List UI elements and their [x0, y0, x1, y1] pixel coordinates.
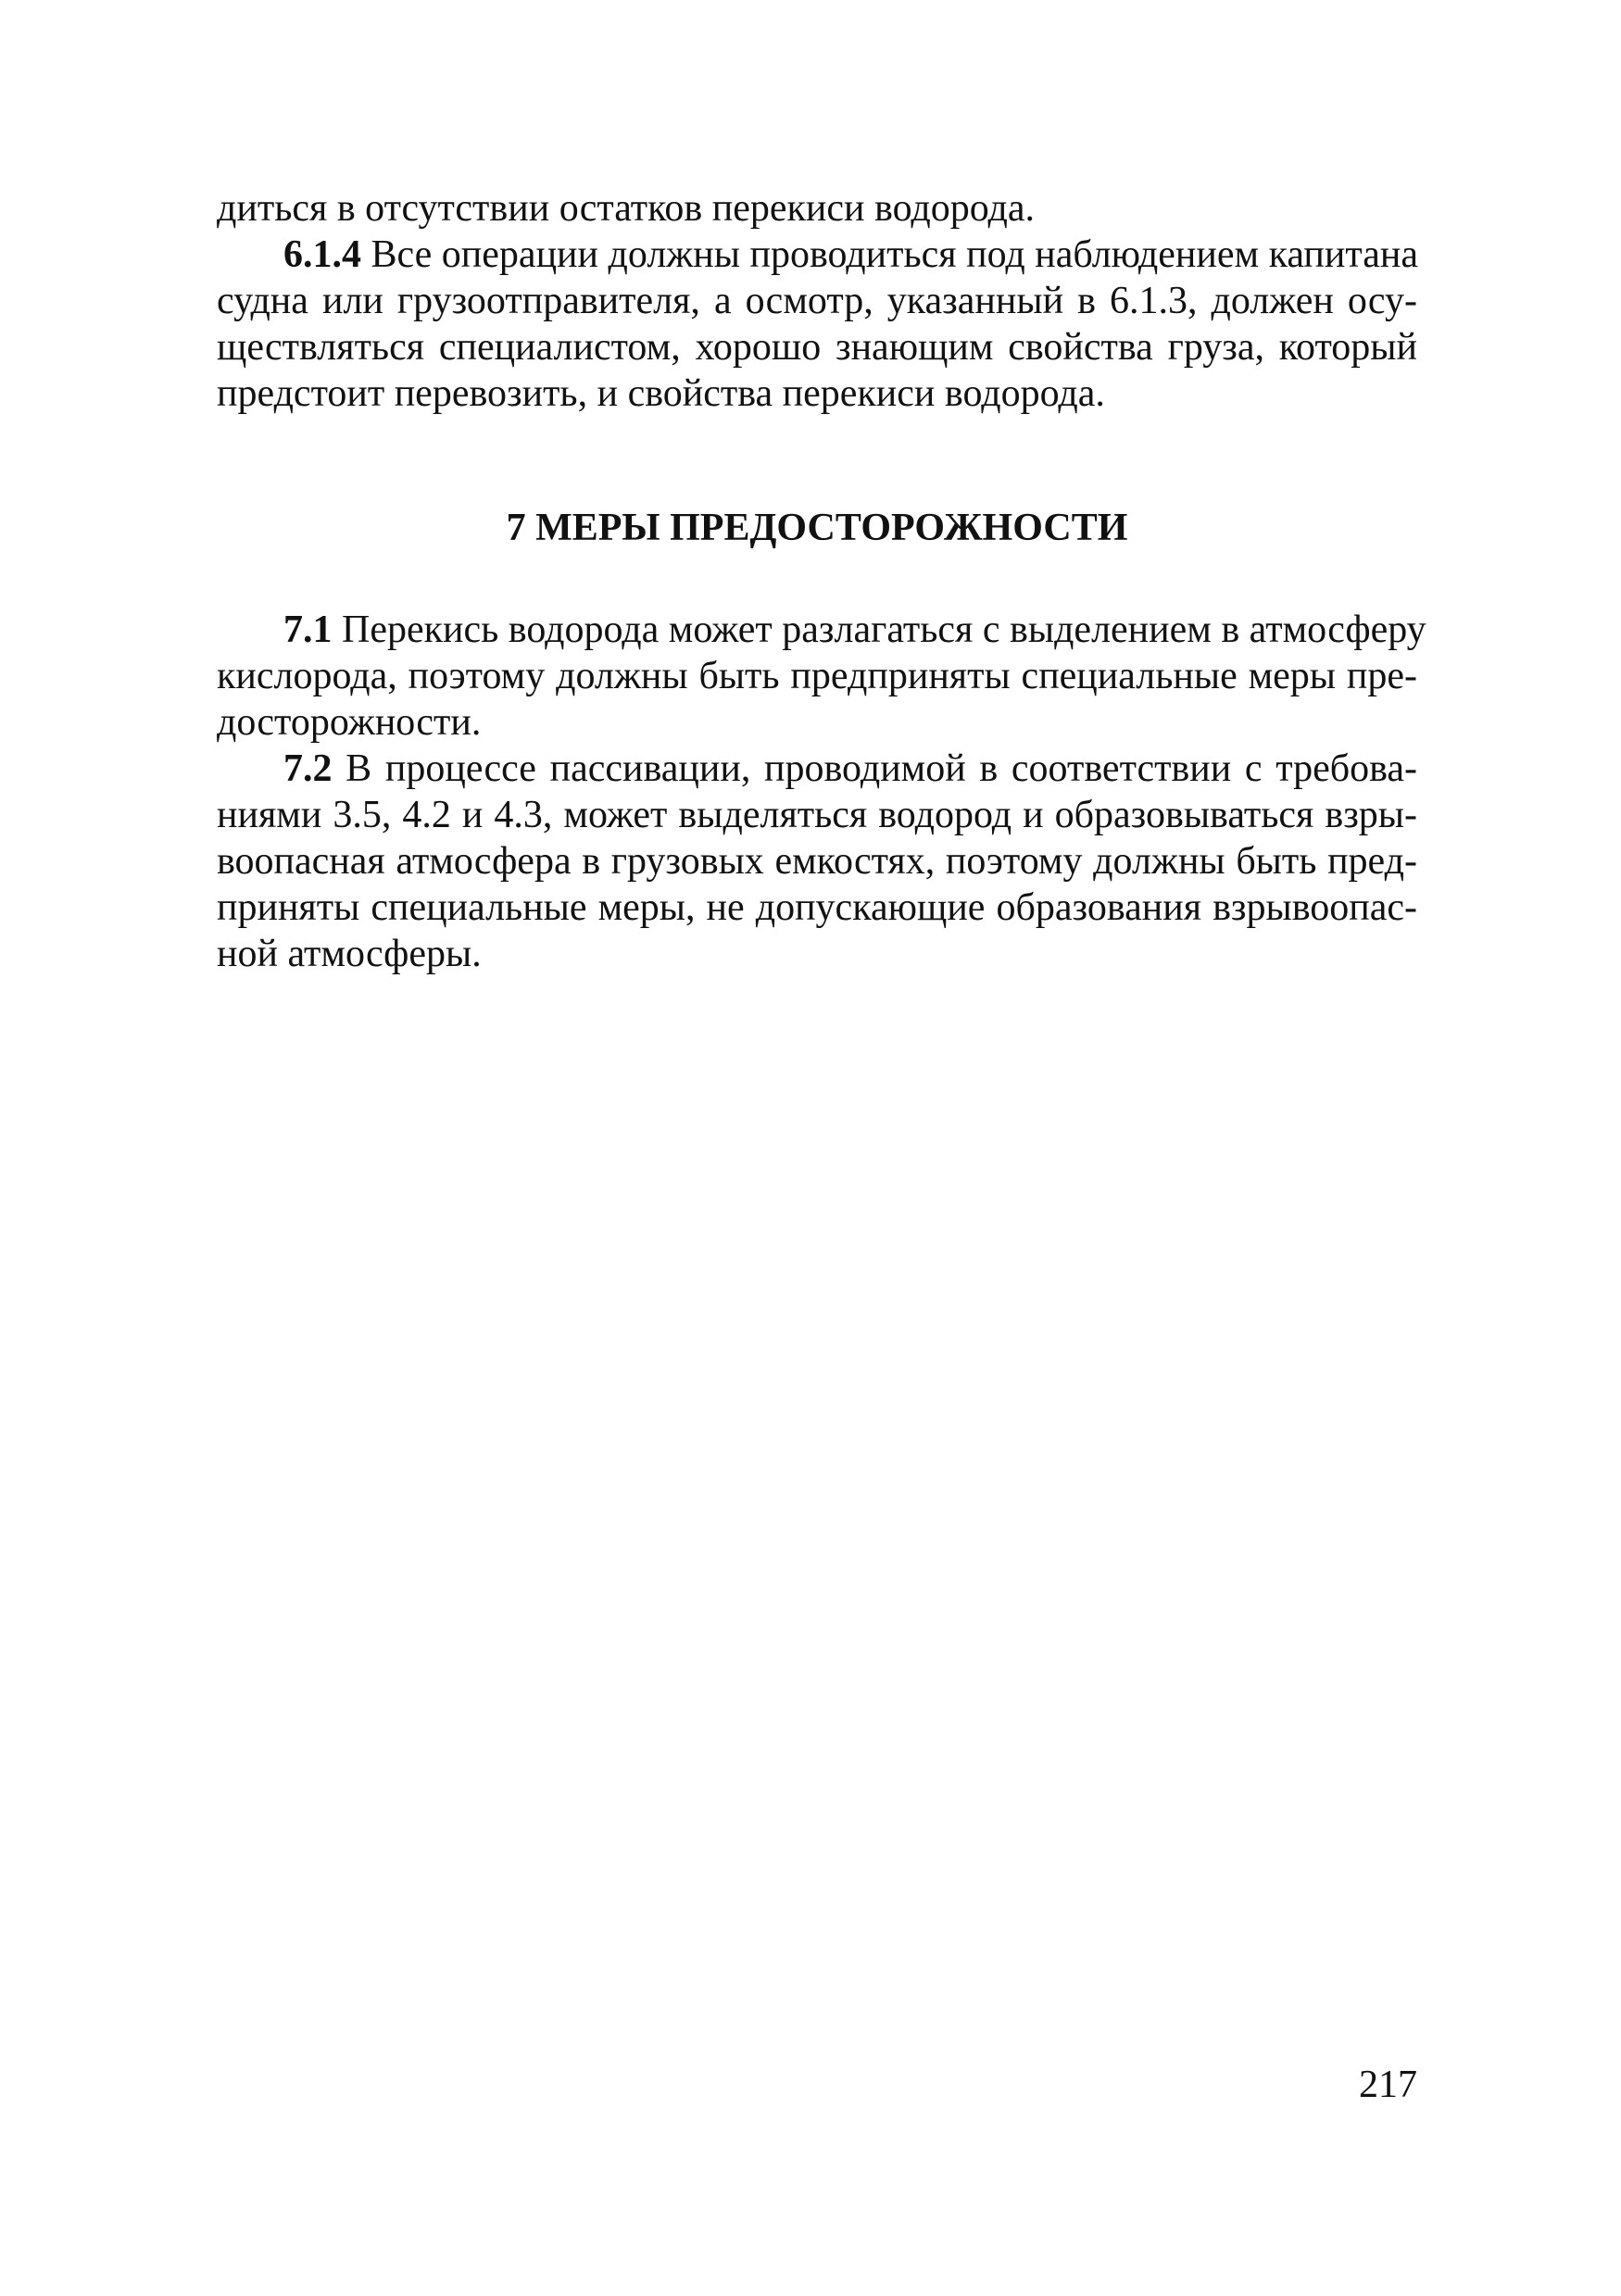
paragraph-6-1-4-line-4: предстоит перевозить, и свойства перекиси водорода.: [217, 372, 1105, 415]
paragraph-7-2-line-4: приняты специальные меры, не допускающие образования взрывоопас-: [217, 886, 1417, 929]
paragraph-number: 7.2: [283, 747, 333, 790]
paragraph-7-2-line-1: [217, 746, 1417, 792]
paragraph-6-1-4-line-2: судна или грузоотправителя, а осмотр, указанный в 6.1.3, должен осу-: [217, 280, 1417, 322]
paragraph-7-1-line-2: кислорода, поэтому должны быть предприняты специальные меры пре-: [217, 655, 1417, 697]
paragraph-7-1-line-3: досторожности.: [217, 701, 482, 744]
paragraph-7-2-line-5: ной атмосферы.: [217, 933, 482, 975]
page-number: 217: [1359, 2064, 1417, 2106]
paragraph-6-1-4-line-3: ществляться специалистом, хорошо знающим свойства груза, который: [217, 326, 1417, 369]
paragraph-text: В процессе пассивации, проводимой в соответствии с требова-: [332, 747, 1417, 790]
paragraph-text: Все операции должны проводиться под наблюдением капитана: [361, 233, 1419, 276]
section-7-heading: 7 МЕРЫ ПРЕДОСТОРОЖНОСТИ: [506, 507, 1128, 549]
paragraph-7-1-line-1: [217, 607, 1426, 653]
paragraph-number: 7.1: [283, 609, 333, 651]
section-6-continuation: [217, 185, 1417, 417]
paragraph-number: 6.1.4: [283, 233, 361, 276]
paragraph-text: Перекись водорода может разлагаться с выделением в атмосферу: [332, 609, 1426, 651]
paragraph-6-1-4-line-1: [217, 232, 1417, 278]
paragraph-7-2-line-3: воопасная атмосфера в грузовых емкостях, поэтому должны быть пред-: [217, 840, 1417, 883]
paragraph-6-1-3-tail: диться в отсутствии остатков перекиси водорода.: [217, 187, 1036, 230]
paragraph-7-2-line-2: ниями 3.5, 4.2 и 4.3, может выделяться водород и образовываться взры-: [217, 794, 1417, 836]
section-7-body: [217, 607, 1426, 977]
